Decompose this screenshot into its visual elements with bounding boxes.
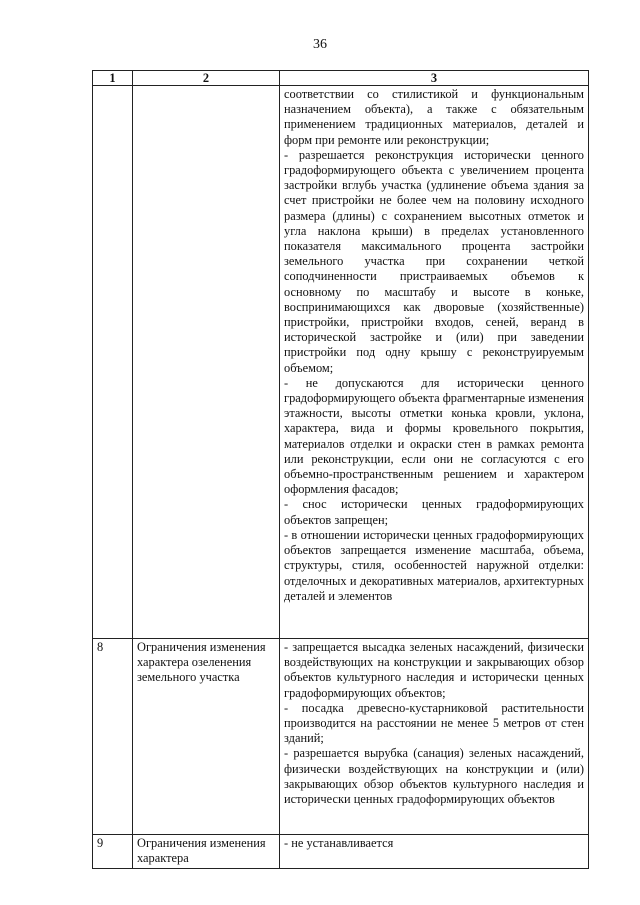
header-col-3: 3	[280, 71, 589, 86]
content-paragraph: - не устанавливается	[284, 836, 394, 850]
row-content	[280, 86, 589, 639]
content-paragraph: - запрещается высадка зеленых насаждений, физически воздействующих на конструкции и закрывающих обзор объектов культурного наследия и исторически ценных градоформирующих объектов;	[284, 640, 584, 700]
content-paragraph: - снос исторически ценных градоформирующих объектов запрещен;	[284, 497, 584, 527]
content-paragraph: - разрешается реконструкция исторически ценного градоформирующего объекта с увеличением процента застройки вглубь участка (удлинение объема здания за счет пристройки не более чем на половину исходного размера (длины) с сохранением высотных отметок и угла наклона крыши) в пределах установленного показателя максимального процента застройки земельного участка при сохранении четкой соподчиненности пристраиваемых объемов к основному по масштабу и высоте в коньке, воспринимающихся как дворовые (хозяйственные) пристройки, пристройки входов, сеней, веранд в исторической застройке и (или) при заведении пристройки под одну крышу с реконструируемым объемом;	[284, 147, 584, 375]
row-number: 9	[93, 835, 133, 869]
content-paragraph: - посадка древесно-кустарниковой растительности производится на расстоянии не менее 5 метров от стен зданий;	[284, 700, 584, 746]
row-name: Ограничения изменения характера озеленения земельного участка	[133, 639, 280, 835]
page-number: 36	[313, 37, 327, 52]
content-paragraph: - разрешается вырубка (санация) зеленых насаждений, физически воздействующих на конструкции и (или) закрывающих обзор объектов культурного наследия и исторически ценных градоформирующих объектов	[284, 746, 584, 807]
table-row	[93, 835, 589, 869]
row-name	[133, 86, 280, 639]
content-paragraph: соответствии со стилистикой и функциональным назначением объекта), а также с обязательным применением традиционных материалов, деталей и форм при ремонте или реконструкции;	[284, 87, 584, 147]
table-row	[93, 86, 589, 639]
row-content	[280, 639, 589, 835]
header-col-2: 2	[133, 71, 280, 86]
row-name: Ограничения изменения характера	[133, 835, 280, 869]
row-number: 8	[93, 639, 133, 835]
content-paragraph: - не допускаются для исторически ценного градоформирующего объекта фрагментарные изменения этажности, высоты отметки конька кровли, уклона, характера, вида и формы кровельного покрытия, материалов отделки и окраски стен в рамках ремонта или реконструкции, если они не согласуются с его объемно-пространственным решением и характером оформления фасадов;	[284, 375, 584, 497]
table-row	[93, 639, 589, 835]
restrictions-table	[92, 70, 589, 869]
header-col-1: 1	[93, 71, 133, 86]
row-number	[93, 86, 133, 639]
table-header-row	[93, 71, 589, 86]
row-content	[280, 835, 589, 869]
content-paragraph: - в отношении исторически ценных градоформирующих объектов запрещается изменение масштаба, объема, структуры, стиля, особенностей наружной отделки: отделочных и декоративных материалов, архитектурных деталей и элементов	[284, 527, 584, 603]
